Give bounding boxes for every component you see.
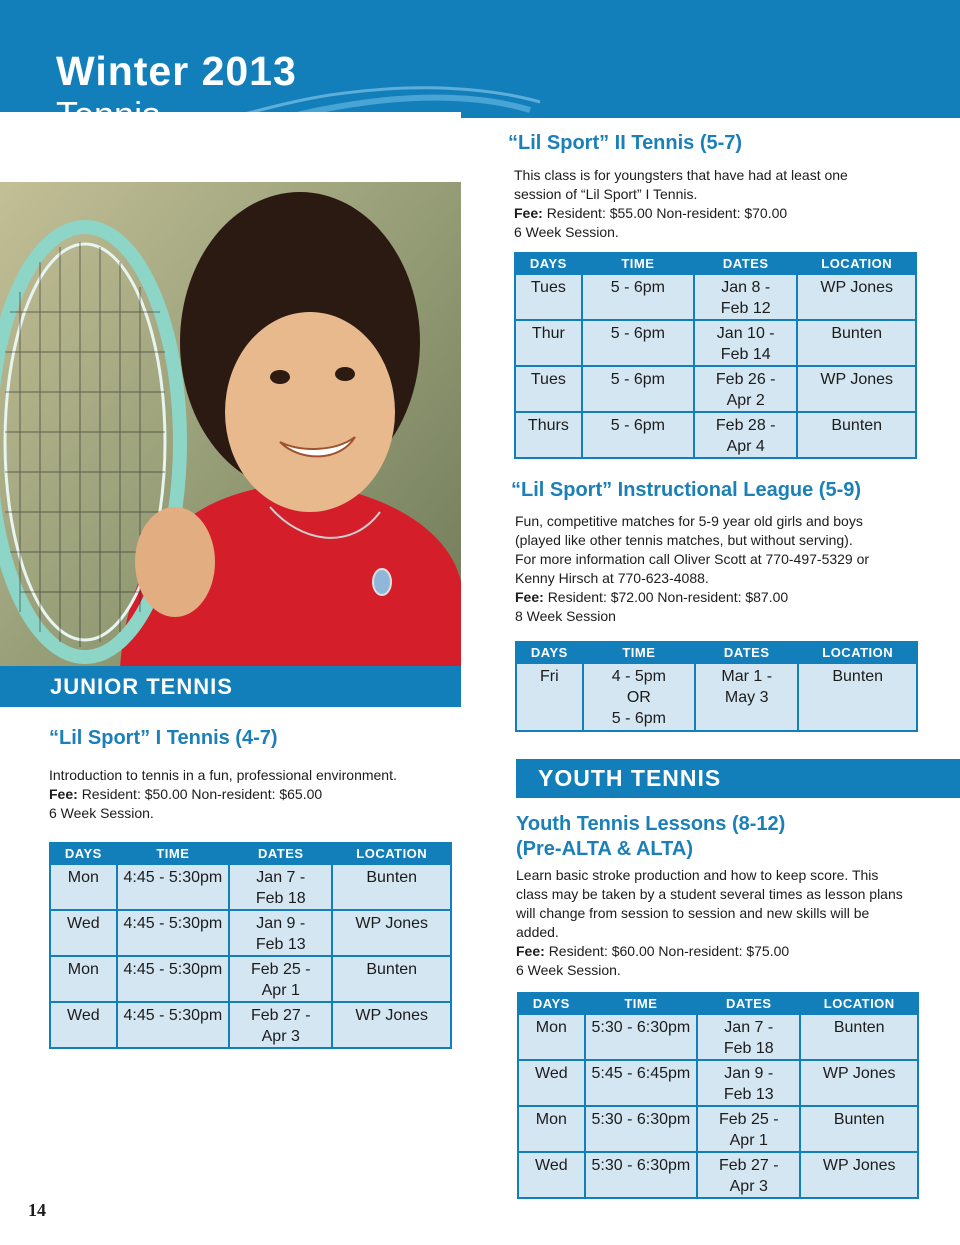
col-header-location: LOCATION [800, 993, 918, 1014]
page-title: Winter 2013 [56, 48, 297, 94]
instructional-league-schedule-table [515, 641, 918, 732]
col-header-days: DAYS [516, 642, 583, 663]
table-header-row [518, 993, 918, 1014]
col-header-time: TIME [582, 253, 694, 274]
table-row: Wed 4:45 - 5:30pm Feb 27 - Apr 3 WP Jones [50, 1002, 451, 1048]
col-header-location: LOCATION [332, 843, 451, 864]
col-header-days: DAYS [515, 253, 582, 274]
col-header-dates: DATES [694, 253, 797, 274]
table-header-row [515, 253, 916, 274]
lil-sport-1-title: “Lil Sport” I Tennis (4-7) [49, 727, 278, 749]
youth-lessons-description: Learn basic stroke production and how to keep score. This class may be taken by a student several times as lesson plans will change from session to session and new skills will be added. Fee: Resident: $60.00 Non-resident: $75.00 6 Week Session. [516, 867, 903, 978]
table-row: Wed 5:30 - 6:30pm Feb 27 - Apr 3 WP Jones [518, 1152, 918, 1198]
table-header-row [50, 843, 451, 864]
table-row: Wed 5:45 - 6:45pm Jan 9 - Feb 13 WP Jones [518, 1060, 918, 1106]
table-row: Thur 5 - 6pm Jan 10 - Feb 14 Bunten [515, 320, 916, 366]
lil-sport-1-schedule-table [49, 842, 452, 1049]
lil-sport-2-schedule-table [514, 252, 917, 459]
page-number: 14 [28, 1200, 46, 1220]
col-header-dates: DATES [697, 993, 800, 1014]
youth-lessons-schedule-table [517, 992, 919, 1199]
table-row: Tues 5 - 6pm Jan 8 - Feb 12 WP Jones [515, 274, 916, 320]
table-header-row [516, 642, 917, 663]
table-row: Mon 4:45 - 5:30pm Jan 7 - Feb 18 Bunten [50, 864, 451, 910]
lil-sport-2-description: This class is for youngsters that have had at least one session of “Lil Sport” I Tennis. Fee: Resident: $55.00 Non-resident: $70.00 6 Week Session. [514, 167, 848, 240]
instructional-league-title: “Lil Sport” Instructional League (5-9) [511, 479, 862, 501]
youth-tennis-banner: YOUTH TENNIS [516, 759, 960, 798]
table-row: Fri 4 - 5pm OR 5 - 6pm Mar 1 - May 3 Bunten [516, 663, 917, 731]
instructional-league-description: Fun, competitive matches for 5-9 year old girls and boys (played like other tennis matches, but without serving). For more information call Oliver Scott at 770-497-5329 or Kenny Hirsch at 770-623-4088. Fee: Resident: $72.00 Non-resident: $87.00 8 Week Session [515, 513, 870, 624]
col-header-time: TIME [117, 843, 229, 864]
table-row: Thurs 5 - 6pm Feb 28 - Apr 4 Bunten [515, 412, 916, 458]
col-header-days: DAYS [50, 843, 117, 864]
lil-sport-1-description: Introduction to tennis in a fun, professional environment. Fee: Resident: $50.00 Non-resident: $65.00 6 Week Session. [49, 767, 397, 821]
col-header-time: TIME [585, 993, 697, 1014]
table-row: Tues 5 - 6pm Feb 26 - Apr 2 WP Jones [515, 366, 916, 412]
table-row: Mon 5:30 - 6:30pm Jan 7 - Feb 18 Bunten [518, 1014, 918, 1060]
girl-with-racket-photo [0, 112, 461, 667]
col-header-time: TIME [583, 642, 695, 663]
col-header-dates: DATES [695, 642, 798, 663]
table-row: Mon 4:45 - 5:30pm Feb 25 - Apr 1 Bunten [50, 956, 451, 1002]
lil-sport-2-title: “Lil Sport” II Tennis (5-7) [508, 132, 743, 154]
col-header-location: LOCATION [797, 253, 916, 274]
table-row: Wed 4:45 - 5:30pm Jan 9 - Feb 13 WP Jones [50, 910, 451, 956]
table-row: Mon 5:30 - 6:30pm Feb 25 - Apr 1 Bunten [518, 1106, 918, 1152]
col-header-location: LOCATION [798, 642, 917, 663]
youth-lessons-title: Youth Tennis Lessons (8-12) (Pre-ALTA & ALTA) [516, 813, 786, 860]
col-header-dates: DATES [229, 843, 332, 864]
junior-tennis-banner: JUNIOR TENNIS [0, 666, 461, 707]
col-header-days: DAYS [518, 993, 585, 1014]
